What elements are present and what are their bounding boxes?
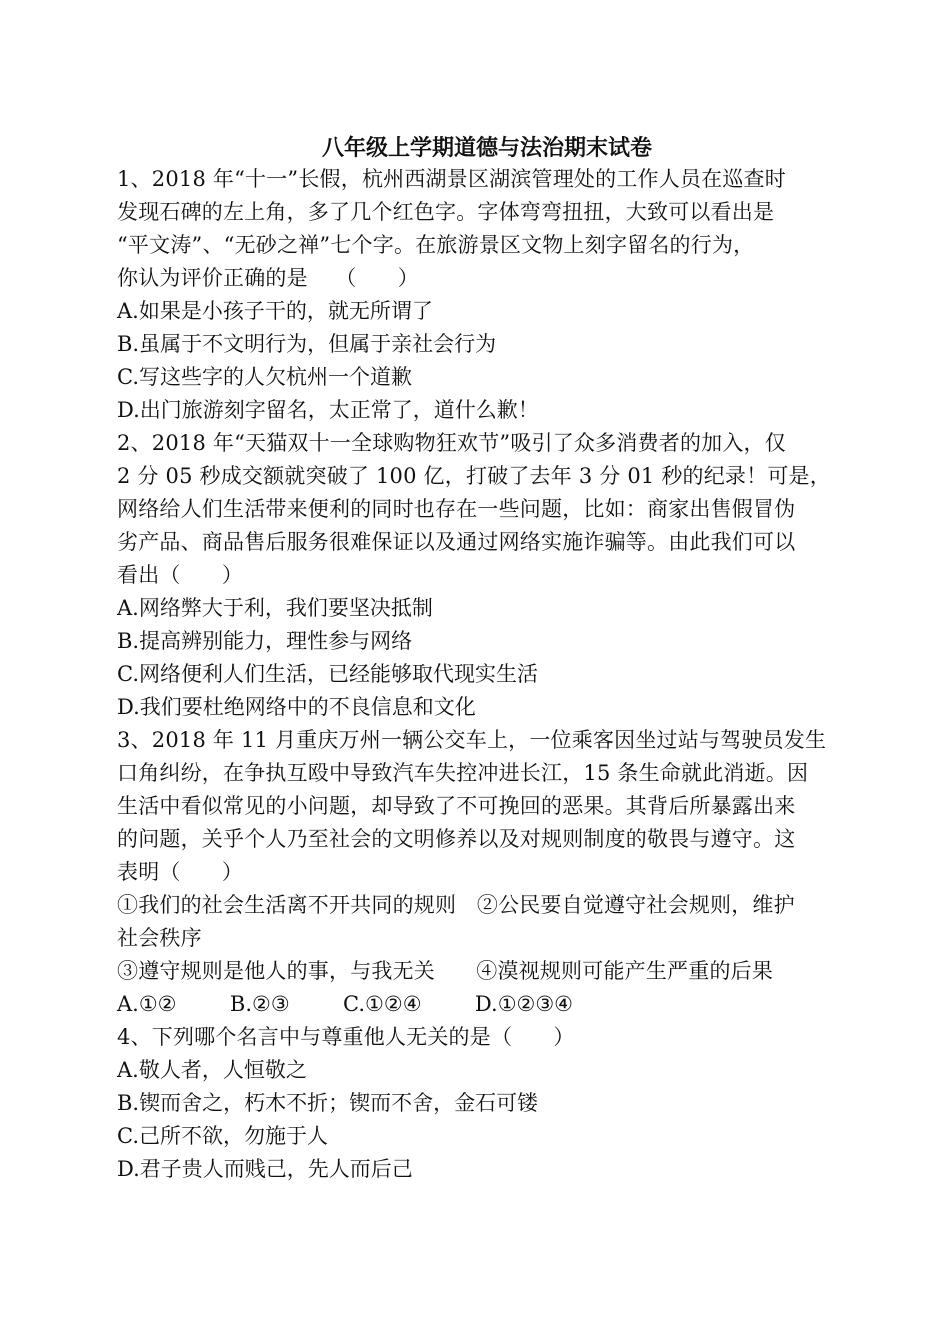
option-d: D.出门旅游刻字留名，太正常了，道什么歉！ <box>117 398 539 422</box>
question-4 <box>117 1021 837 1186</box>
statement-line: ①我们的社会生活离不开共同的规则 ②公民要自觉遵守社会规则，维护 <box>117 893 795 917</box>
option-d: D.君子贵人而贱己，先人而后己 <box>117 1157 413 1181</box>
question-text-line: 2 分 05 秒成交额就突破了 100 亿，打破了去年 3 分 01 秒的纪录！可是， <box>117 464 831 488</box>
question-text-line: 2、2018 年“天猫双十一全球购物狂欢节”吸引了众多消费者的加入，仅 <box>117 431 786 455</box>
question-text-line: 发现石碑的左上角，多了几个红色字。字体弯弯扭扭，大致可以看出是 <box>117 200 775 224</box>
question-text-line: 1、2018 年“十一”长假，杭州西湖景区湖滨管理处的工作人员在巡查时 <box>117 167 786 191</box>
options-row: A.①② B.②③ C.①②④ D.①②③④ <box>117 992 574 1016</box>
question-3 <box>117 724 837 1021</box>
page-title: 八年级上学期道德与法治期末试卷 <box>321 135 652 161</box>
option-a: A.网络弊大于利，我们要坚决抵制 <box>117 596 433 620</box>
question-text-line: 3、2018 年 11 月重庆万州一辆公交车上，一位乘客因坐过站与驾驶员发生 <box>117 728 827 752</box>
option-c: C.写这些字的人欠杭州一个道歉 <box>117 365 412 389</box>
question-text-line: 网络给人们生活带来便利的同时也存在一些问题，比如：商家出售假冒伪 <box>117 497 796 521</box>
question-text-line: “平文涛”、“无砂之禅”七个字。在旅游景区文物上刻字留名的行为， <box>117 233 755 257</box>
option-c: C.己所不欲，勿施于人 <box>117 1124 328 1148</box>
option-a: A.如果是小孩子干的，就无所谓了 <box>117 299 433 323</box>
option-b: B.虽属于不文明行为，但属于亲社会行为 <box>117 332 497 356</box>
question-text-line: 看出（ ） <box>117 563 244 587</box>
question-text-line: 4、下列哪个名言中与尊重他人无关的是（ ） <box>117 1025 575 1049</box>
question-2 <box>117 427 837 724</box>
statement-line: ③遵守规则是他人的事，与我无关 ④漠视规则可能产生严重的后果 <box>117 959 774 983</box>
question-text-line: 的问题，关乎个人乃至社会的文明修养以及对规则制度的敬畏与遵守。这 <box>117 827 796 851</box>
option-b: B.提高辨别能力，理性参与网络 <box>117 629 413 653</box>
question-text-line: 表明（ ） <box>117 860 244 884</box>
option-b: B.锲而舍之，朽木不折；锲而不舍，金石可镂 <box>117 1091 539 1115</box>
question-text-line: 口角纠纷，在争执互殴中导致汽车失控冲进长江，15 条生命就此消逝。因 <box>117 761 809 785</box>
option-a: A.敬人者，人恒敬之 <box>117 1058 307 1082</box>
question-1 <box>117 163 837 427</box>
option-d: D.我们要杜绝网络中的不良信息和文化 <box>117 695 476 719</box>
statement-line: 社会秩序 <box>117 926 202 950</box>
option-c: C.网络便利人们生活，已经能够取代现实生活 <box>117 662 538 686</box>
exam-page <box>117 133 837 1186</box>
question-text-line: 劣产品、商品售后服务很难保证以及通过网络实施诈骗等。由此我们可以 <box>117 530 796 554</box>
question-text-line: 你认为评价正确的是 （ ） <box>117 266 419 290</box>
question-text-line: 生活中看似常见的小问题，却导致了不可挽回的恶果。其背后所暴露出来 <box>117 794 796 818</box>
